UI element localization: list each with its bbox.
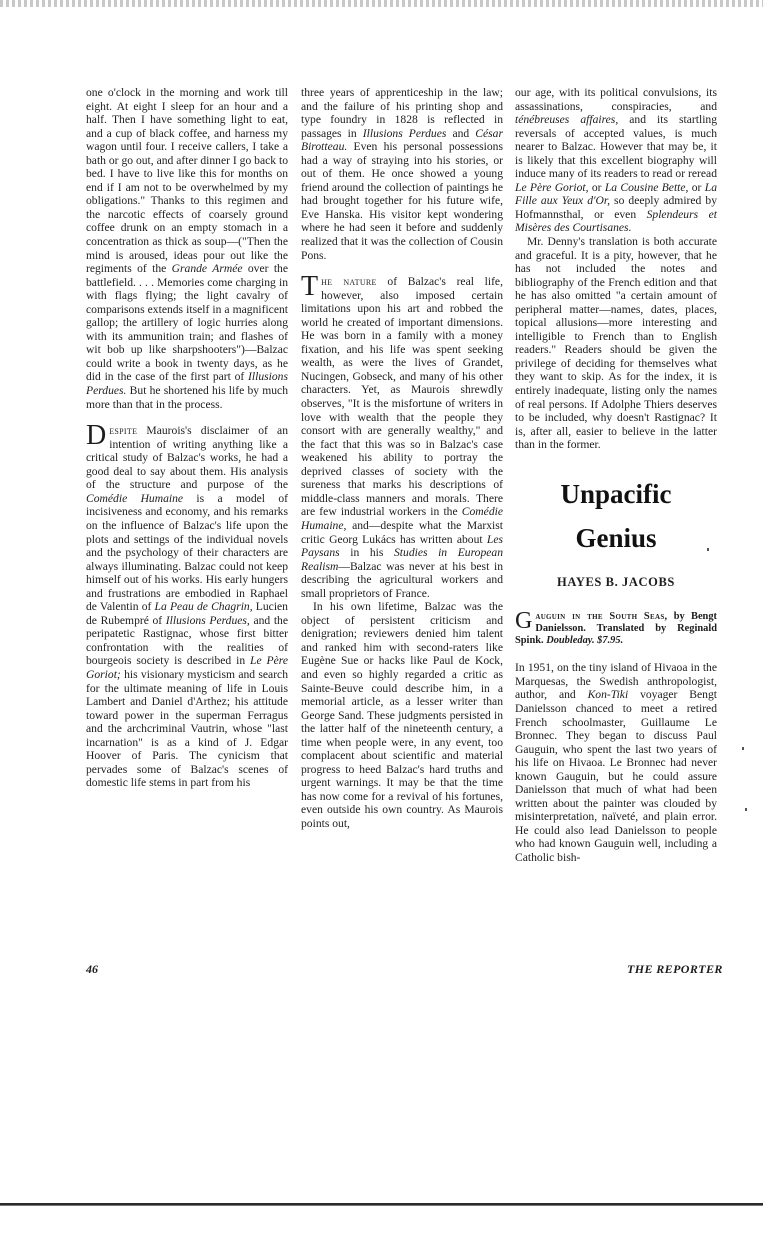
paragraph: three years of apprenticeship in the law; and the failure of his printing shop and type foundry in 1828 is reflected in passages in Illusions Perdues and César Birotteau. Even his personal possessions had a way of straying into his stories, or out of them. He once showed a young friend around the collection of paintings he had brought together for his future wife, Eve Hanska. His visitor kept wondering where he had seen it before and suddenly realized that it was the collection of Cousin Pons. [301,86,503,262]
paragraph: one o'clock in the morning and work till eight. At eight I sleep for an hour and a half. Then I have something light to eat, and a cup of black coffee, and harness my wagon until four. I receive callers, I take a bath or go out, and after dinner I go back to bed. I have to live like this for months on end if I am not to be overwhelmed by my obligations." Thanks to this regimen and the narcotic effects of coarsely ground coffee drunk on an empty stomach in a concentration as thick as soup—("Then the mind is aroused, ideas pour out like the regiments of the Grande Armée over the battlefield. . . . Memories come charging in with flags flying; the light cavalry of comparisons extends itself in a magnificent gallop; the artillery of logic hurries along with its ammunition train; and flashes of wit bob up like sharpshooters")—Balzac could write a book in twenty days, as he did in the case of the first part of Illusions Perdues. But he shortened his life by much more than that in the process. [86,86,288,411]
print-speck [745,808,747,811]
drop-cap: D [86,420,107,452]
paragraph: our age, with its political convulsions, its assassinations, conspiracies, and ténébreuses affaires, and its startling reversals of accepted values, is much nearer to Balzac. However that may be, it is likely that this excellent biography will induce many of its readers to read or reread Le Père Goriot, or La Cousine Bette, or La Fille aux Yeux d'Or, so deeply admired by Hofmannsthal, or even Splendeurs et Misères des Courtisanes. [515,86,718,235]
column-3 [515,86,717,865]
drop-cap: G [515,608,533,635]
bottom-rule-shadow [0,1205,763,1206]
drop-cap: T [301,271,319,303]
column-1 [86,86,288,790]
byline: HAYES B. JACOBS [557,574,675,589]
page-top-edge [0,0,763,7]
paragraph: In 1951, on the tiny island of Hivaoa in the Marquesas, the Swedish anthropologist, author, and Kon-Tiki voyager Bengt Danielsson chanced to meet a retired French schoolmaster, Guillaume Le Bronnec. They began to discuss Paul Gauguin, who spent the last two years of his life on Hivaoa. Le Bronnec had never known Gauguin, but he could assure Danielsson that much of what had been written about the painter was clouded by misinterpretation, naïveté, and plain error. He could also lead Danielsson to people who had known Gauguin well, including a Catholic bish- [515,661,717,864]
print-speck [707,548,709,551]
paragraph: In his own lifetime, Balzac was the object of persistent criticism and denigration; reviewers denied him talent and ranked him with second-raters like Eugène Sue or hacks like Paul de Kock, and even so highly regarded a critic as Sainte-Beuve could describe him, in a memorial article, as a lesser writer than George Sand. These judgments persisted in the latter half of the nineteenth century, a time when people were, in any event, too complacent about scientific and material progress to heed Balzac's hard truths and urgent warnings. It may be that the time has now come for a revival of his fortunes, even outside his own country. As Maurois points out, [301,600,503,830]
column-2 [301,86,503,831]
book-info: Gauguin in the South Seas, by Bengt Danielsson. Translated by Reginald Spink. Doubleday. $7.95. [515,608,717,647]
page-number: 46 [86,962,98,976]
paragraph: Despite Maurois's disclaimer of an intention of writing anything like a critical study of Balzac's works, he had a good deal to say about them. His analysis of the structure and purpose of the Comédie Humaine is a model of incisiveness and economy, and his remarks on the influence of Balzac's life upon the plots and settings of the individual novels and the psychology of their characters are always illuminating. Balzac could not keep himself out of his works. His early hungers and frustrations are embodied in Raphael de Valentin of La Peau de Chagrin, Lucien de Rubempré of Illusions Perdues, and the peripatetic Rastignac, whose first bitter confrontation with the realities of bourgeois society is described in Le Père Goriot; his visionary mysticism and search for the ultimate meaning of life in Louis Lambert and Daniel d'Arthez; his attitude toward power in the superman Ferragus and the archcriminal Vautrin, whose "last incarnation" is as a kind of J. Edgar Hoover of Paris. The cynicism that pervades some of Balzac's scenes of domestic life stems in part from his [86,420,288,790]
print-speck [742,747,744,750]
paragraph: Mr. Denny's translation is both accurate and graceful. It is a pity, however, that he has not included the notes and bibliography of the French edition and that he has also omitted "a certain amount of peripheral matter—names, dates, places, topical allusions—more interesting and intelligible to French than to English readers." Readers should be given the privilege of deciding for themselves what they want to skip. As for the index, it is entirely inadequate, listing only the names of real persons. If Adolphe Thiers deserves to be included, why doesn't Rastignac? It is, after all, easier to believe in the latter than in the former. [515,235,717,452]
magazine-name: THE REPORTER [627,962,723,976]
article-headline: Unpacific Genius [560,478,672,553]
paragraph: The nature of Balzac's real life, however, also imposed certain limitations upon his art and robbed the world he created of important dimensions. He was born in a family with a money fixation, and his life was spent seeking wealth, as were the lives of Grandet, Nucingen, Gobseck, and many of his other characters. Yet, as Maurois shrewdly observes, "It is the misfortune of writers in love with wealth that the people they consort with are generally wealthy," and the fact that this was so in Balzac's case weakened his ability to portray the deprived classes of society with the sureness that marks his descriptions of middle-class manners and morals. There are few industrial workers in the Comédie Humaine, and—despite what the Marxist critic Georg Lukács has written about Les Paysans in his Studies in European Realism—Balzac was never at his best in describing the agricultural workers and small proprietors of France. [301,271,503,600]
